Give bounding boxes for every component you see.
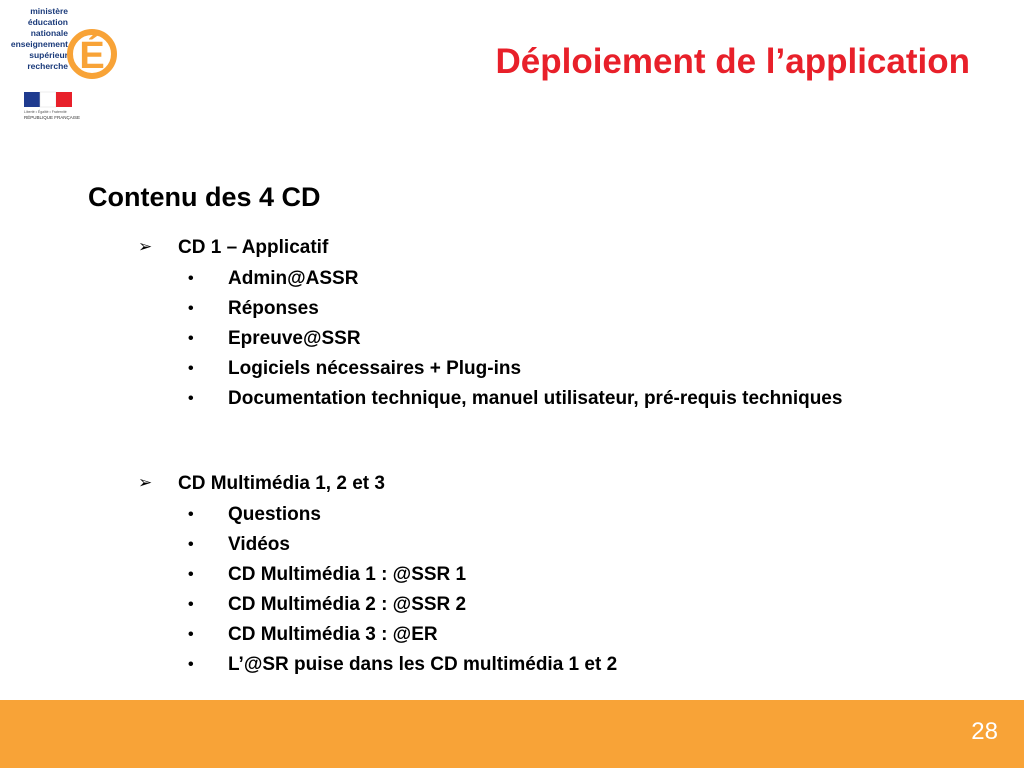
- list-item: [188, 503, 868, 527]
- slide-title: Déploiement de l’application: [495, 42, 970, 81]
- logo-letter: É: [79, 35, 105, 77]
- list-item-text: Epreuve@SSR: [228, 328, 361, 349]
- bullet-icon: •: [188, 566, 194, 583]
- bullet-icon: •: [188, 656, 194, 673]
- bullet-icon: •: [188, 626, 194, 643]
- list-item-text: CD Multimédia 1 : @SSR 1: [228, 564, 467, 585]
- list-item: [188, 623, 868, 647]
- logo-line-1: ministère: [30, 6, 68, 16]
- flag-blue: [24, 92, 40, 107]
- list-item-text: Admin@ASSR: [228, 268, 359, 289]
- list-item: [188, 357, 868, 381]
- ministry-logo-graphic: [4, 4, 122, 124]
- footer-bar: [0, 700, 1024, 768]
- list-item-text: Logiciels nécessaires + Plug-ins: [228, 358, 522, 379]
- bullet-icon: •: [188, 390, 194, 407]
- section-cd-multimedia: [138, 473, 385, 495]
- list-item: [188, 533, 868, 557]
- list-item: [188, 593, 868, 617]
- list-item: [188, 387, 868, 411]
- arrow-bullet-icon: ➢: [138, 237, 153, 257]
- section-label: CD 1 – Applicatif: [178, 237, 329, 258]
- bullet-icon: •: [188, 330, 194, 347]
- list-item-text: L’@SR puise dans les CD multimédia 1 et 2: [228, 654, 618, 675]
- flag-white: [40, 92, 56, 107]
- list-item-text: Documentation technique, manuel utilisateur, pré-requis techniques: [228, 388, 843, 409]
- logo-line-2: éducation: [27, 17, 68, 27]
- bullet-icon: •: [188, 506, 194, 523]
- bullet-icon: •: [188, 360, 194, 377]
- list-item: [188, 563, 868, 587]
- bullet-icon: •: [188, 596, 194, 613]
- list-item: [188, 653, 868, 677]
- list-item-text: CD Multimédia 2 : @SSR 2: [228, 594, 467, 615]
- page-number: 28: [971, 718, 998, 745]
- logo-line-5: supérieur: [29, 50, 68, 60]
- section-label: CD Multimédia 1, 2 et 3: [178, 473, 385, 494]
- list-item-text: Réponses: [228, 298, 319, 319]
- logo-line-4: enseignement: [10, 39, 68, 49]
- logo-motto: Liberté • Égalité • Fraternité: [24, 110, 67, 114]
- list-item: [188, 267, 868, 291]
- flag-red: [56, 92, 72, 107]
- bullet-icon: •: [188, 536, 194, 553]
- bullet-icon: •: [188, 300, 194, 317]
- logo-republic: RÉPUBLIQUE FRANÇAISE: [24, 115, 81, 120]
- arrow-bullet-icon: ➢: [138, 473, 153, 493]
- list-item-text: Vidéos: [228, 534, 290, 555]
- list-item: [188, 297, 868, 321]
- list-item-text: CD Multimédia 3 : @ER: [228, 624, 438, 645]
- ministry-logo: [4, 4, 122, 124]
- list-item-text: Questions: [228, 504, 321, 525]
- section-heading: Contenu des 4 CD: [88, 182, 321, 212]
- logo-line-3: nationale: [30, 28, 68, 38]
- list-item: [188, 327, 868, 351]
- section-cd1: [138, 237, 329, 259]
- bullet-icon: •: [188, 270, 194, 287]
- logo-line-6: recherche: [27, 61, 68, 71]
